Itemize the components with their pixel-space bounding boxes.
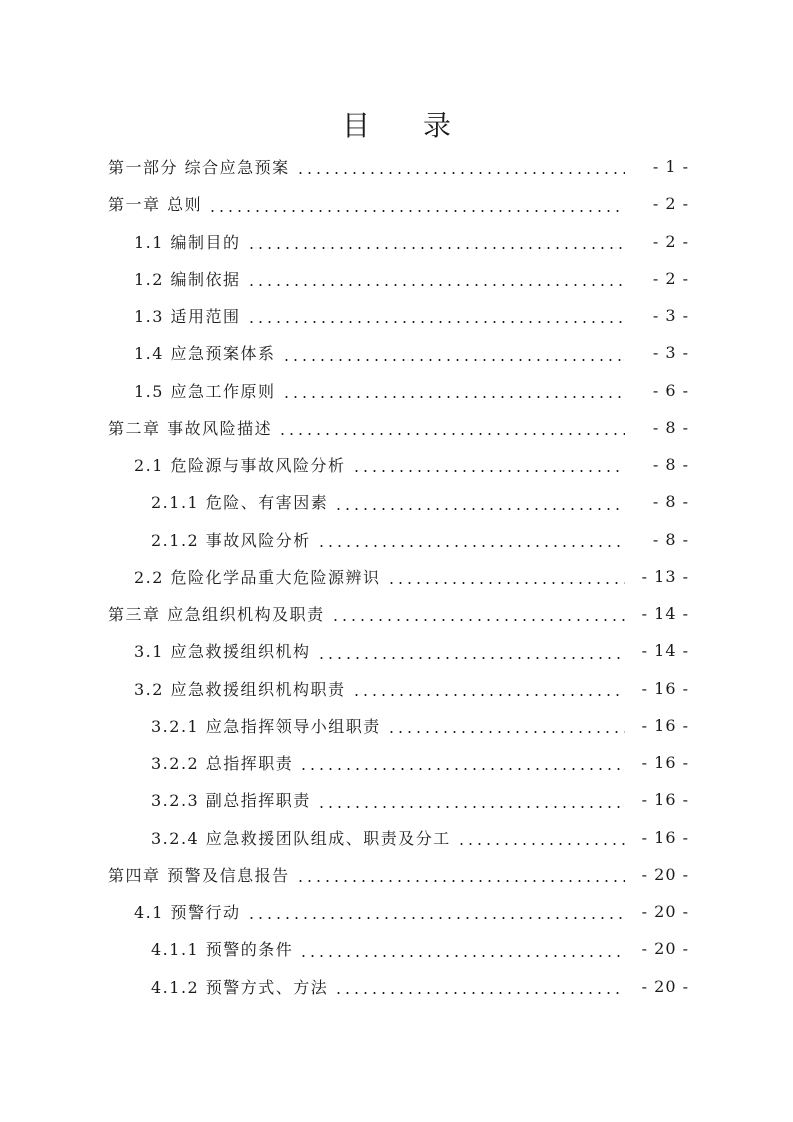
toc-page-number: - 20 - [641,864,689,884]
toc-title: 目 录 [342,109,473,142]
toc-entry[interactable] [0,595,793,632]
toc-page-number: - 1 - [652,157,689,177]
toc-entry[interactable] [0,223,793,260]
toc-entry-title: 第一部分 综合应急预案 [108,158,290,178]
toc-entry[interactable] [0,558,793,595]
toc-page-number: - 2 - [652,268,689,288]
toc-entry-title: 2.1 危险源与事故风险分析 [134,456,346,476]
toc-entry[interactable] [0,372,793,409]
toc-entry-title: 第四章 预警及信息报告 [108,865,290,885]
toc-dot-leader [247,236,625,250]
toc-entry[interactable] [0,819,793,856]
toc-page-number: - 20 - [641,902,689,922]
toc-page-number: - 3 - [652,343,689,363]
toc-entry-title: 4.1.1 预警的条件 [151,940,294,960]
toc-entry-title: 第一章 总则 [108,195,203,215]
toc-page-number: - 13 - [641,566,689,586]
toc-entry[interactable] [0,148,793,185]
toc-dot-leader [278,422,625,436]
toc-page-number: - 20 - [641,976,689,996]
toc-entry-title: 1.3 适用范围 [134,307,241,327]
toc-entry[interactable] [0,483,793,520]
toc-page-number: - 16 - [641,715,689,735]
toc-page-number: - 20 - [641,939,689,959]
toc-dot-leader [299,944,625,958]
toc-entry[interactable] [0,893,793,930]
toc-dot-leader [317,795,625,809]
toc-page-number: - 8 - [652,417,689,437]
toc-entry-title: 4.1.2 预警方式、方法 [151,977,329,997]
toc-dot-leader [457,832,625,846]
toc-page-number: - 2 - [652,231,689,251]
toc-entry-title: 3.2.3 副总指挥职责 [151,791,311,811]
toc-dot-leader [334,497,625,511]
toc-entry[interactable] [0,185,793,222]
toc-entry[interactable] [0,521,793,558]
toc-entry-title: 3.2 应急救援组织机构职责 [134,679,346,699]
toc-entry-title: 3.2.1 应急指挥领导小组职责 [151,716,381,736]
toc-entry-title: 3.1 应急救援组织机构 [134,642,311,662]
toc-dot-leader [317,646,625,660]
toc-entry-title: 2.2 危险化学品重大危险源辨识 [134,567,381,587]
toc-page-number: - 8 - [652,455,689,475]
toc-dot-leader [334,981,625,995]
toc-dot-leader [247,906,625,920]
toc-entry-title: 第三章 应急组织机构及职责 [108,605,325,625]
toc-dot-leader [299,757,625,771]
toc-dot-leader [247,310,625,324]
toc-entry-title: 1.4 应急预案体系 [134,344,276,364]
toc-entry-title: 1.1 编制目的 [134,232,241,252]
toc-entry-title: 4.1 预警行动 [134,903,241,923]
toc-entry[interactable] [0,968,793,1005]
toc-entry-title: 1.2 编制依据 [134,269,241,289]
toc-entry[interactable] [0,670,793,707]
toc-page-number: - 16 - [641,790,689,810]
toc-entry[interactable] [0,930,793,967]
toc-page-number: - 6 - [652,380,689,400]
toc-page-number: - 14 - [641,641,689,661]
toc-entry[interactable] [0,446,793,483]
toc-page-number: - 2 - [652,194,689,214]
toc-page-number: - 3 - [652,306,689,326]
toc-dot-leader [208,199,625,213]
toc-dot-leader [387,571,625,585]
toc-entry[interactable] [0,707,793,744]
toc-page-number: - 16 - [641,753,689,773]
toc-dot-leader [331,608,625,622]
toc-page-number: - 14 - [641,604,689,624]
toc-entry[interactable] [0,260,793,297]
toc-entry[interactable] [0,409,793,446]
toc-entry-title: 2.1.1 危险、有害因素 [151,493,329,513]
toc-entry-title: 3.2.4 应急救援团队组成、职责及分工 [151,828,451,848]
toc-dot-leader [387,720,625,734]
toc-dot-leader [282,348,625,362]
toc-dot-leader [282,385,625,399]
toc-entry[interactable] [0,334,793,371]
toc-page-number: - 8 - [652,529,689,549]
table-of-contents [0,148,793,1005]
toc-page-number: - 16 - [641,827,689,847]
toc-entry[interactable] [0,856,793,893]
toc-page-number: - 16 - [641,678,689,698]
toc-entry-title: 1.5 应急工作原则 [134,381,276,401]
toc-entry[interactable] [0,297,793,334]
toc-dot-leader [352,683,625,697]
toc-dot-leader [247,273,625,287]
toc-entry[interactable] [0,744,793,781]
toc-dot-leader [352,459,625,473]
toc-entry-title: 2.1.2 事故风险分析 [151,530,311,550]
toc-entry[interactable] [0,781,793,818]
toc-entry[interactable] [0,632,793,669]
toc-dot-leader [296,869,625,883]
toc-dot-leader [296,161,625,175]
toc-dot-leader [317,534,625,548]
toc-entry-title: 3.2.2 总指挥职责 [151,754,294,774]
toc-entry-title: 第二章 事故风险描述 [108,418,273,438]
toc-page-number: - 8 - [652,492,689,512]
